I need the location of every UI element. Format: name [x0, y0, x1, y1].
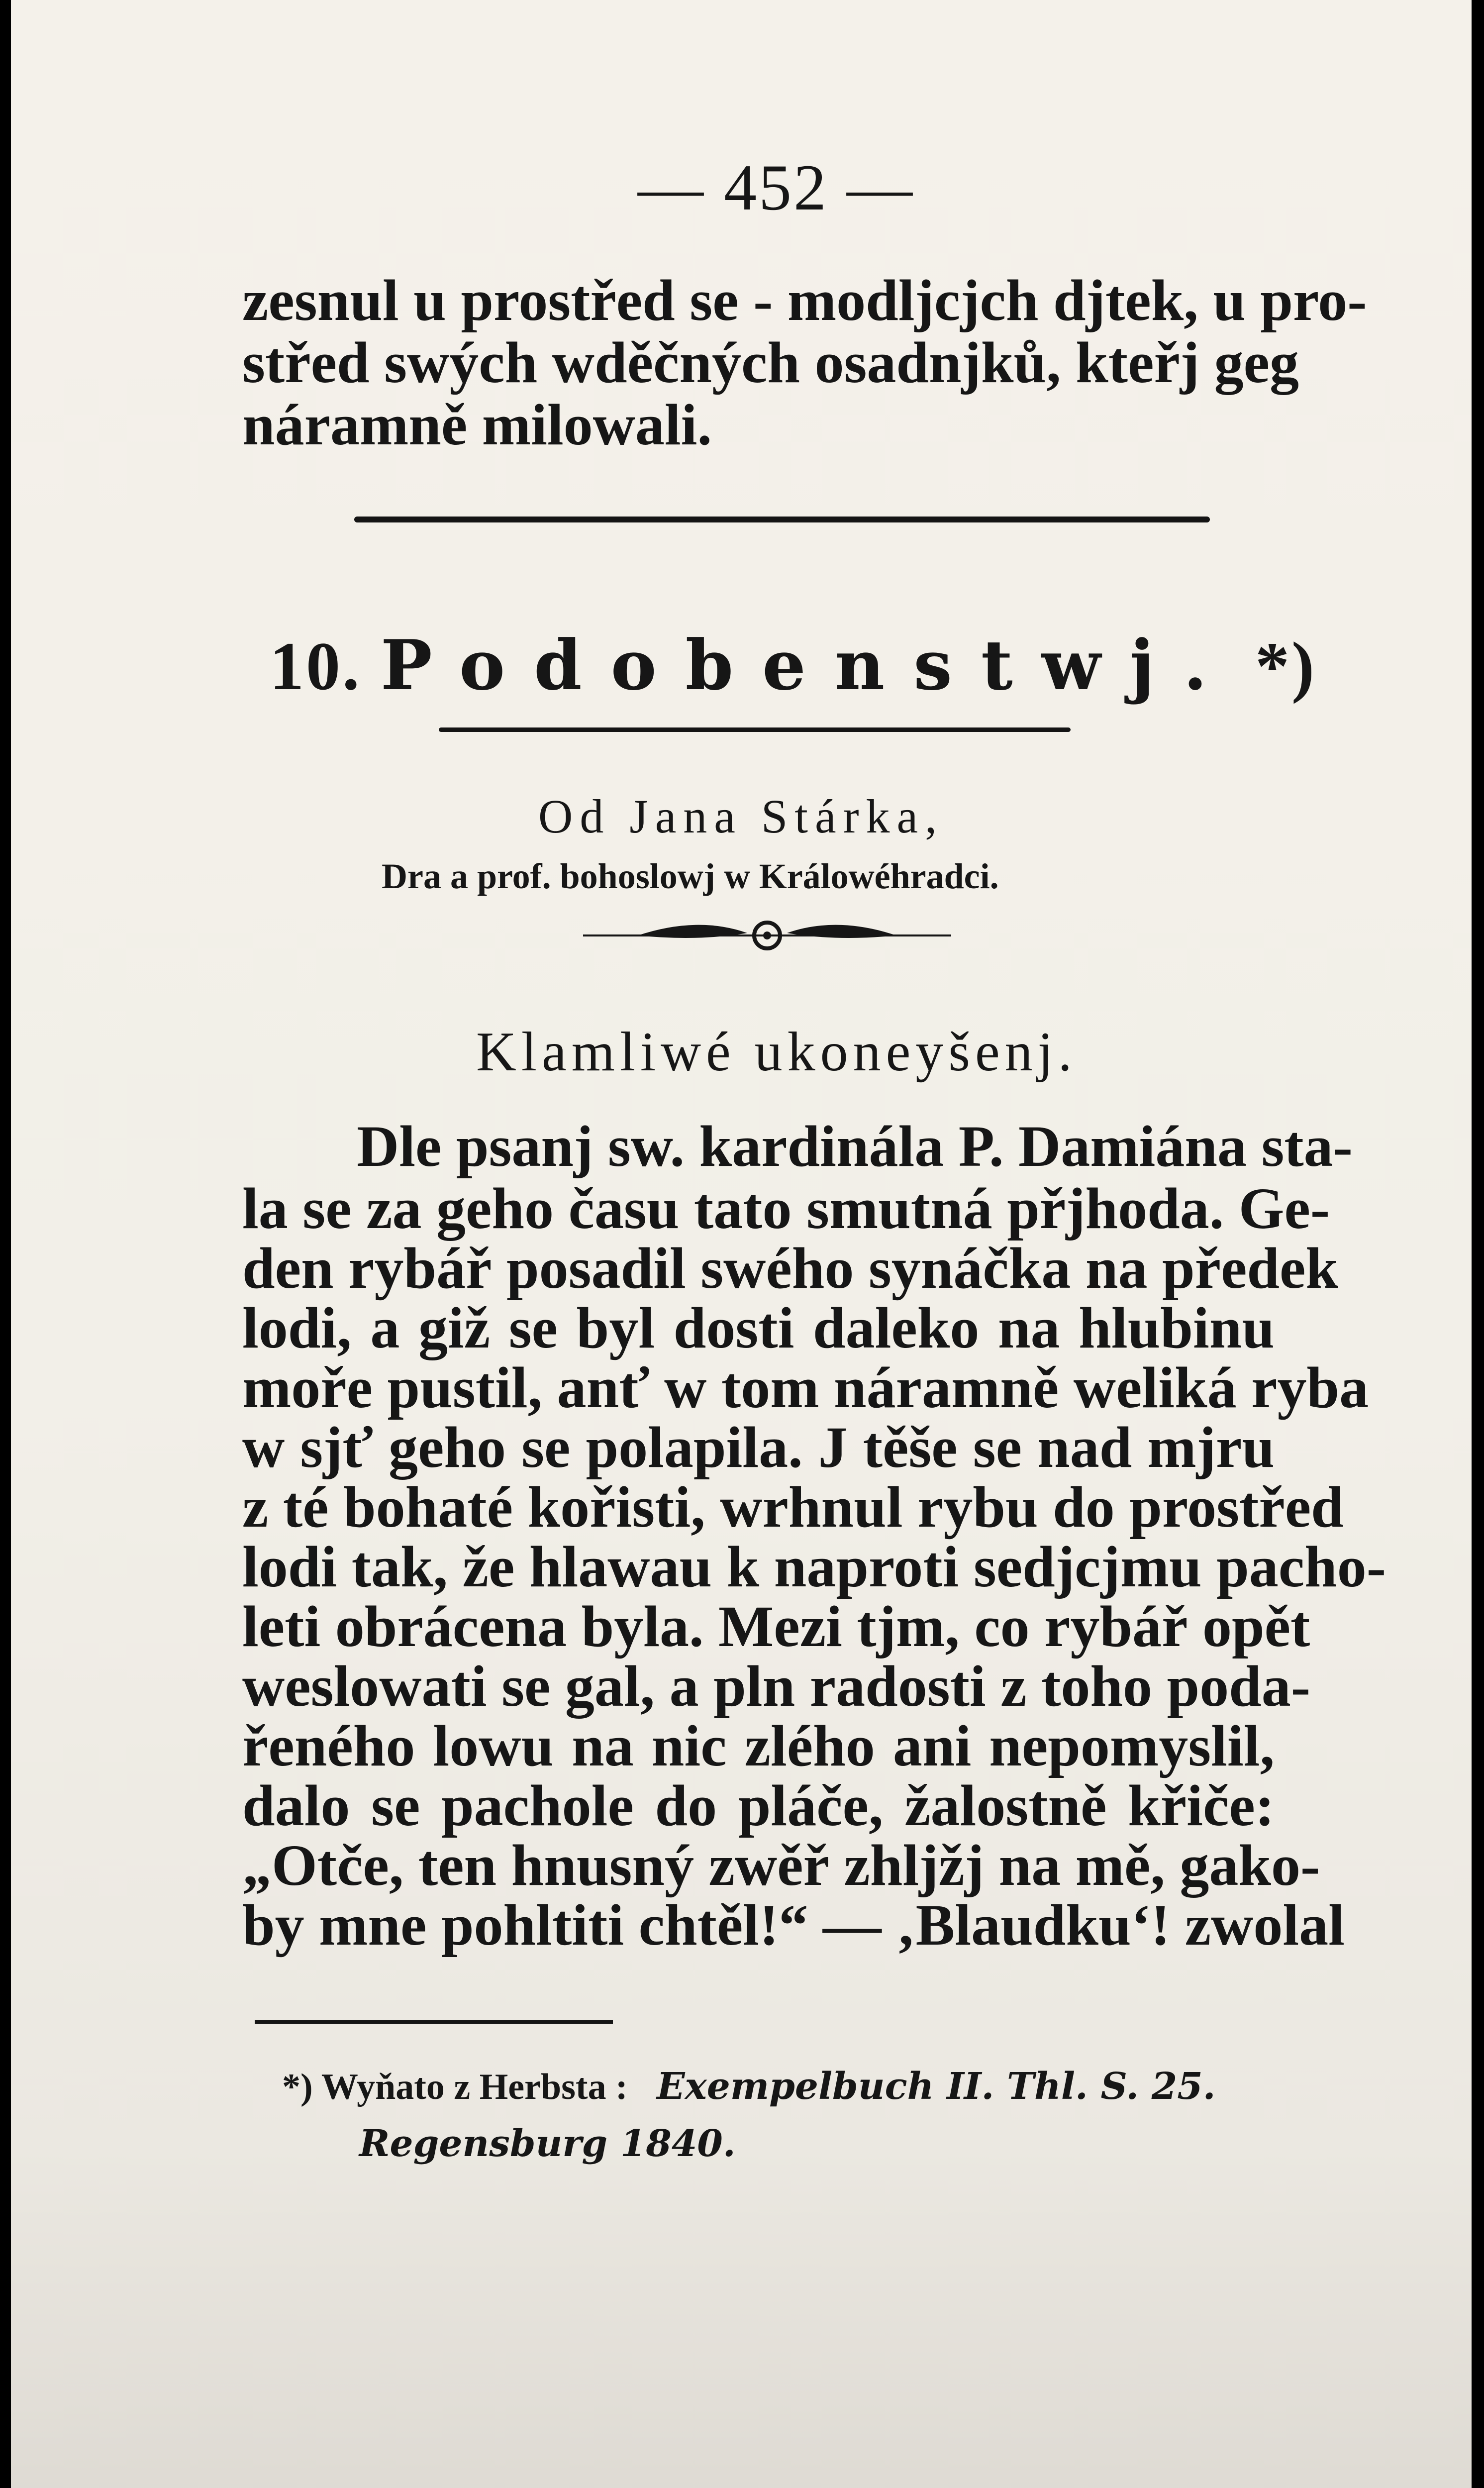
section-footnote-mark: *) — [1255, 628, 1316, 704]
continuation-line-1: zesnul u prostřed se - modljcjch djtek, u pro- — [242, 268, 1367, 333]
continuation-line-3: náramně milowali. — [242, 392, 712, 457]
section-title-text: Podobenstwj. — [381, 624, 1236, 706]
body-line-3: den rybář posadil swého synáčka na předek — [242, 1236, 1339, 1301]
body-line-10: weslowati se gal, a pln radosti z toho poda- — [242, 1654, 1311, 1719]
footnote-line-2 — [359, 2122, 736, 2166]
book-page — [11, 0, 1472, 2488]
body-line-12: dalo se pachole do pláče, žalostně křiče: — [242, 1773, 1275, 1838]
body-line-4: lodi, a giž se byl dosti daleko na hlubinu — [242, 1295, 1275, 1360]
footnote-mark: *) — [282, 2067, 313, 2107]
body-line-1: Dle psanj sw. kardinála P. Damiána sta- — [357, 1114, 1353, 1179]
body-line-2: la se za geho času tato smutná přjhoda. Ge- — [242, 1176, 1330, 1241]
footnote-line-1 — [282, 2065, 1216, 2108]
author-line: Od Jana Stárka, — [538, 790, 944, 843]
footnote-source: Wyňato z Herbsta : — [321, 2067, 628, 2107]
footnote-rule — [255, 2020, 613, 2024]
page-number: — 452 — — [638, 151, 914, 224]
body-line-13: „Otče, ten hnusný zwěř zhljžj na mě, gako- — [242, 1833, 1320, 1898]
body-line-7: z té bohaté kořisti, wrhnul rybu do prostřed — [242, 1474, 1344, 1540]
scan-edge — [1472, 0, 1484, 2488]
footnote-reference: Exempelbuch II. Thl. S. 25. — [657, 2065, 1216, 2108]
body-line-14: by mne pohltiti chtěl!“ — ‚Blaudku‘! zwolal — [242, 1892, 1345, 1958]
body-line-8: lodi tak, že hlawau k naproti sedjcjmu pacho- — [242, 1534, 1386, 1599]
author-affiliation: Dra a prof. bohoslowj w Králowéhradci. — [382, 856, 999, 896]
section-divider-top — [354, 517, 1210, 522]
section-title — [270, 624, 1316, 706]
section-number: 10. — [270, 628, 362, 704]
body-line-11: řeného lowu na nic zlého ani nepomyslil, — [242, 1713, 1275, 1778]
story-title: Klamliwé ukoneyšenj. — [476, 1021, 1077, 1083]
body-line-6: w sjť geho se polapila. J těše se nad mjru — [242, 1415, 1275, 1480]
continuation-line-2: střed swých wděčných osadnjků, kteřj geg — [242, 330, 1299, 395]
body-line-5: moře pustil, anť w tom náramně weliká ryba — [242, 1355, 1369, 1420]
footnote-place: Regensburg 1840. — [359, 2122, 736, 2165]
body-line-9: leti obrácena byla. Mezi tjm, co rybář opět — [242, 1594, 1310, 1659]
section-divider-bottom — [439, 727, 1071, 732]
ornament-divider-icon — [583, 906, 951, 965]
